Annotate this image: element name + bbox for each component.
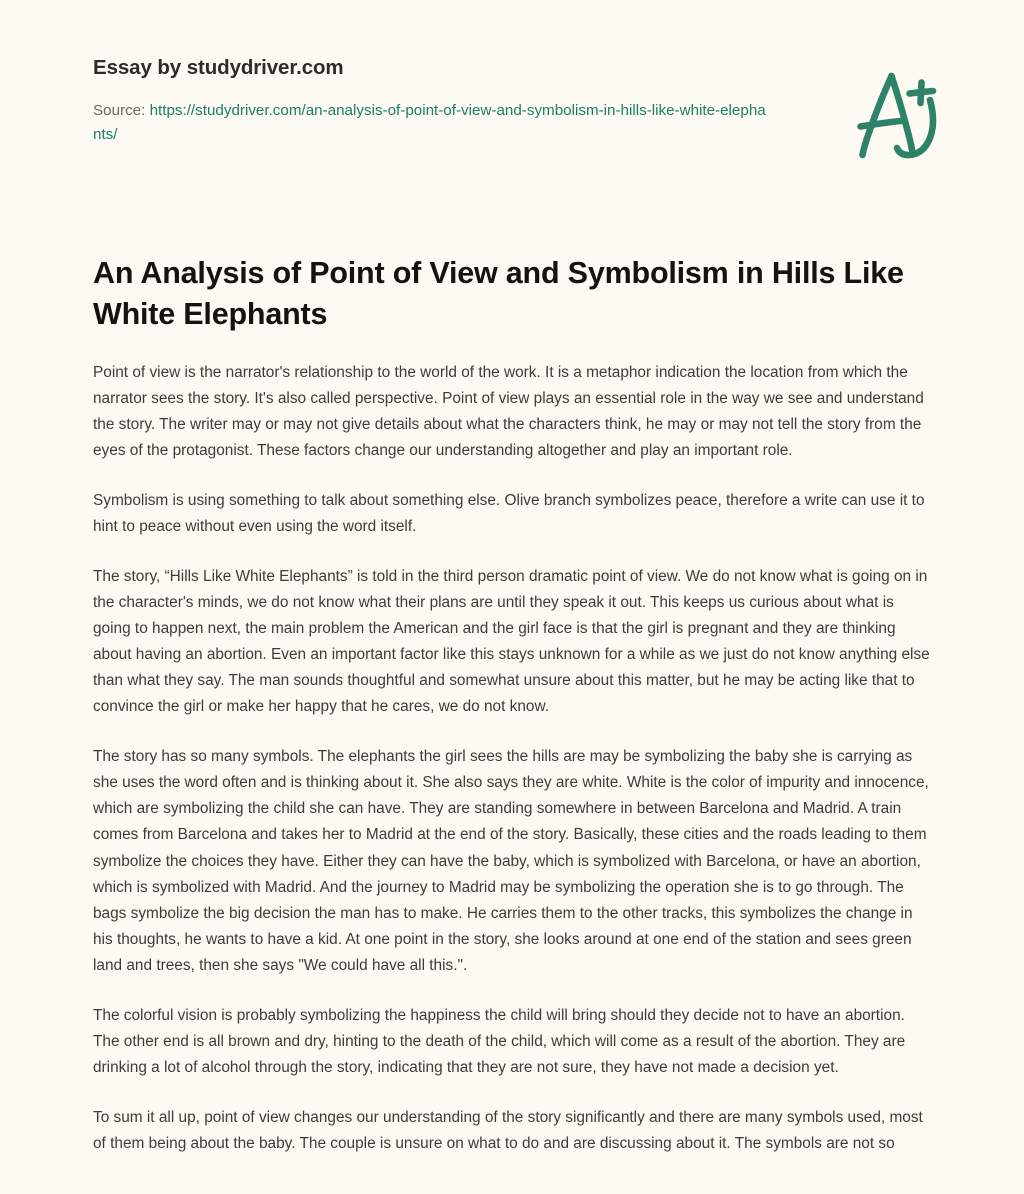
source-url-link[interactable]: https://studydriver.com/an-analysis-of-point-of-view-and-symbolism-in-hills-like-white-elephants/ (93, 101, 766, 144)
document-body (93, 360, 933, 1157)
body-paragraph: Point of view is the narrator's relationship to the world of the work. It is a metaphor indication the location from which the narrator sees the story. It's also called perspective. Point of view plays an essential role in the way we see and understand the story. The writer may or may not give details about what the characters think, he may or may not tell the story from the eyes of the protagonist. These factors change our understanding altogether and play an important role. (93, 364, 924, 460)
body-paragraph: The story, “Hills Like White Elephants” is told in the third person dramatic point of view. We do not know what is going on in the character's minds, we do not know what their plans are until they speak it out. This keeps us curious about what is going to happen next, the main problem the American and the girl face is that the girl is pregnant and they are thinking about having an abortion. Even an important factor like this stays unknown for a while as we just do not know anything else than what they say. The man sounds thoughtful and somewhat unsure about this matter, but he may be acting like that to convince the girl or make her happy that he cares, we do not know. (93, 568, 930, 716)
source-line (93, 81, 773, 148)
a-plus-logo-icon (842, 62, 950, 166)
page-title: An Analysis of Point of View and Symbolism in Hills Like White Elephants (93, 256, 904, 332)
body-paragraph: To sum it all up, point of view changes our understanding of the story significantly and there are many symbols used, most of them being about the baby. The couple is unsure on what to do and are discussing about it. The symbols are not so (93, 1108, 923, 1152)
document-header (93, 56, 944, 148)
brand-byline: Essay by studydriver.com (93, 56, 344, 79)
body-paragraph: The story has so many symbols. The elephants the girl sees the hills are may be symbolizing the baby she is carrying as she uses the word often and is thinking about it. She also says they are white. White is the color of impurity and innocence, which are symbolizing the child she can have. They are standing somewhere in between Barcelona and Madrid. A train comes from Barcelona and takes her to Madrid at the end of the story. Basically, these cities and the roads leading to them symbolize the choices they have. Either they can have the baby, which is symbolized with Barcelona, or have an abortion, which is symbolized with Madrid. And the journey to Madrid may be symbolizing the operation she is to go through. The bags symbolize the big decision the man has to make. He carries them to the other tracks, this symbolizes the change in his thoughts, he wants to have a kid. At one point in the story, she looks around at one end of the station and sees green land and trees, then she says "We could have all this.". (93, 748, 929, 974)
body-paragraph: Symbolism is using something to talk about something else. Olive branch symbolizes peace, therefore a write can use it to hint to peace without even using the word itself. (93, 492, 925, 536)
body-paragraph: The colorful vision is probably symbolizing the happiness the child will bring should they decide not to have an abortion. The other end is all brown and dry, hinting to the death of the child, which will come as a result of the abortion. They are drinking a lot of alcohol through the story, indicating that they are not sure, they have not made a decision yet. (93, 1006, 906, 1076)
source-label: Source: (93, 101, 150, 119)
